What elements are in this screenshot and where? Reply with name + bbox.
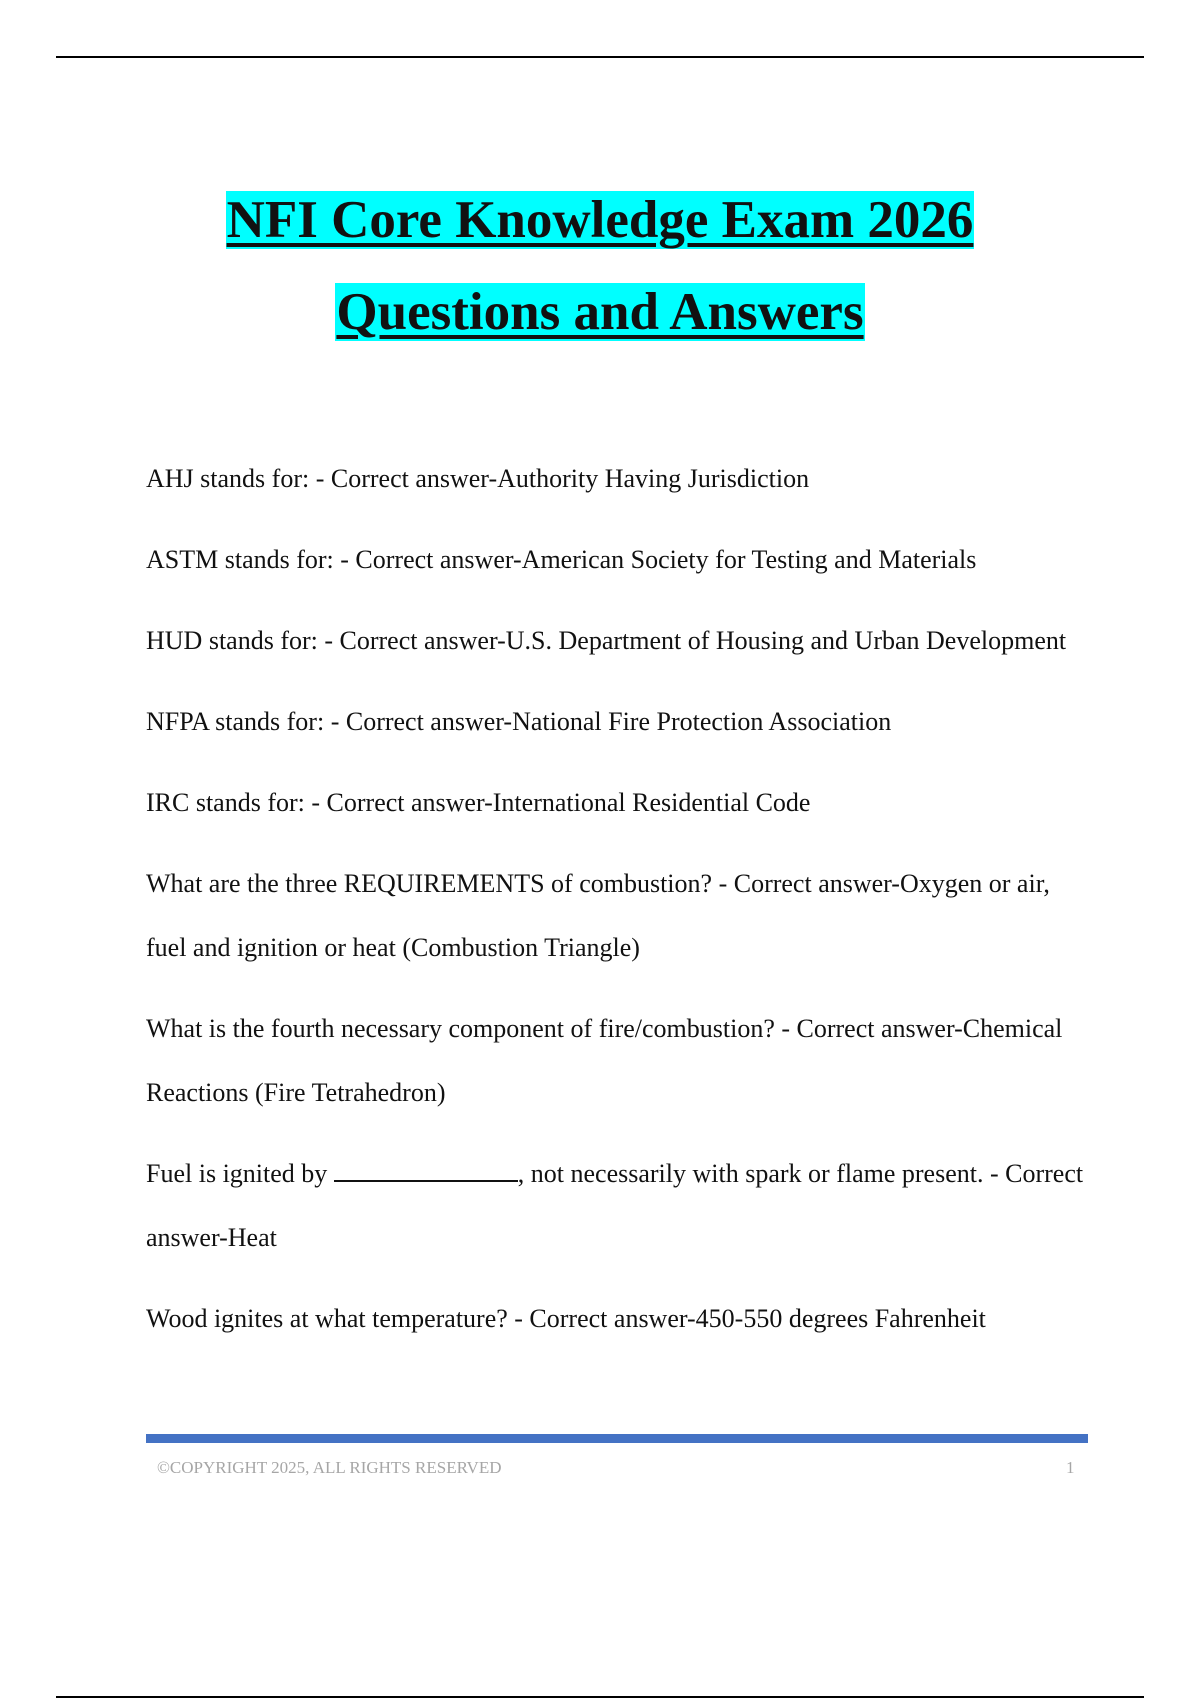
qa-item-fuel-ignition — [146, 1142, 1096, 1270]
document-title — [0, 174, 1200, 358]
footer-bar — [146, 1434, 1088, 1443]
qa-item-combustion-requirements: What are the three REQUIREMENTS of combustion? - Correct answer-Oxygen or air, fuel and ignition or heat (Combustion Triangle) — [146, 869, 1050, 962]
qa-item-fire-tetrahedron: What is the fourth necessary component of fire/combustion? - Correct answer-Chemical Reactions (Fire Tetrahedron) — [146, 1014, 1063, 1107]
title-line-1: NFI Core Knowledge Exam 2026 — [226, 191, 974, 249]
footer-page-number: 1 — [1066, 1458, 1075, 1477]
qa-item-astm: ASTM stands for: - Correct answer-American Society for Testing and Materials — [146, 545, 977, 574]
footer-copyright: ©COPYRIGHT 2025, ALL RIGHTS RESERVED — [157, 1458, 502, 1477]
qa-item-fuel-ignition-after: , not necessarily with spark or flame present. - Correct answer-Heat — [146, 1159, 1084, 1252]
qa-list — [146, 447, 1096, 1368]
qa-item-ahj: AHJ stands for: - Correct answer-Authority Having Jurisdiction — [146, 464, 810, 493]
qa-item-wood-ignition: Wood ignites at what temperature? - Correct answer-450-550 degrees Fahrenheit — [146, 1304, 986, 1333]
qa-item-fuel-ignition-before: Fuel is ignited by — [146, 1159, 328, 1188]
bottom-rule — [56, 1696, 1144, 1698]
qa-item-irc: IRC stands for: - Correct answer-International Residential Code — [146, 788, 811, 817]
top-rule — [56, 56, 1144, 58]
fill-in-blank — [334, 1158, 518, 1182]
qa-item-hud: HUD stands for: - Correct answer-U.S. Department of Housing and Urban Development — [146, 626, 1067, 655]
title-line-2: Questions and Answers — [336, 283, 864, 341]
qa-item-nfpa: NFPA stands for: - Correct answer-National Fire Protection Association — [146, 707, 892, 736]
